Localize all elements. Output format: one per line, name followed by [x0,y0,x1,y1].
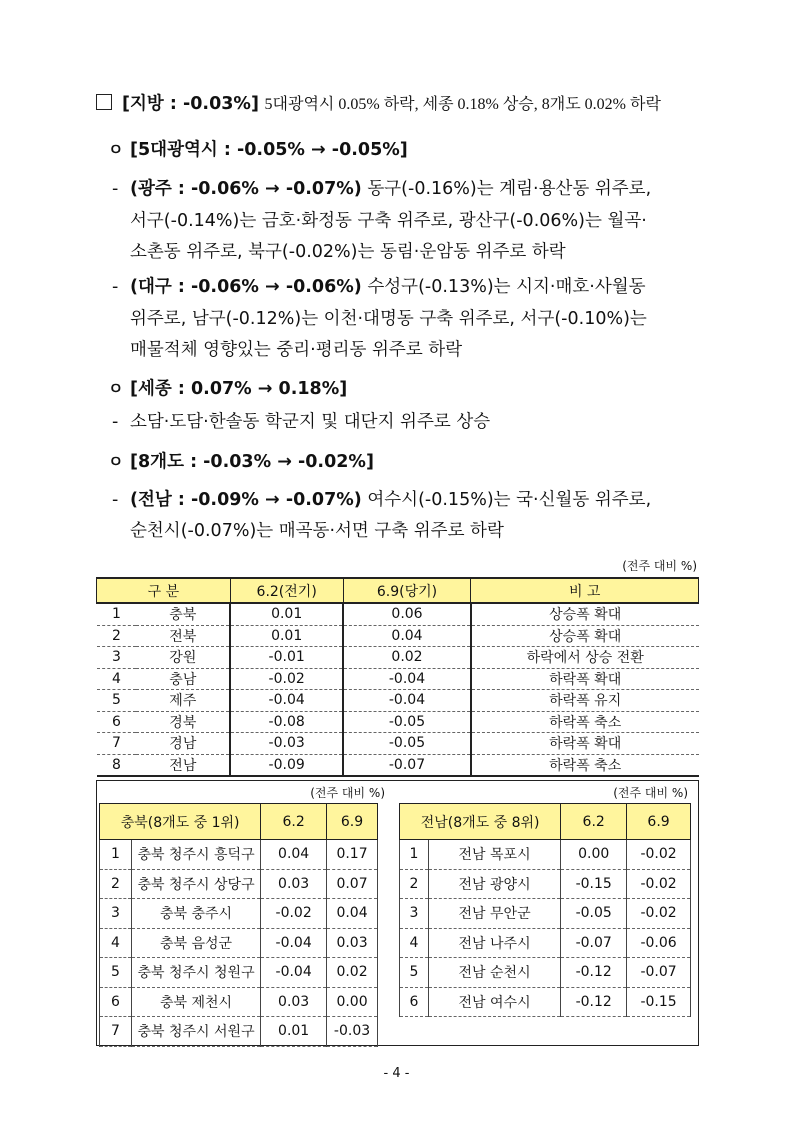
prev-value-cell: -0.04 [261,958,327,988]
heading-label: [지방 : -0.03%] [122,94,259,114]
table-row [100,958,378,988]
prev-value-cell: -0.02 [261,899,327,929]
chungbuk-header-curr: 6.9 [327,804,378,840]
jeonnam-table [399,803,691,1017]
region-name-cell: 전남 목포시 [428,840,560,870]
region-name-cell: 충북 청주시 상당구 [131,869,260,899]
region-name-cell: 충북 충주시 [131,899,260,929]
sejong-text: 소담·도담·한솔동 학군지 및 대단지 위주로 상승 [130,412,491,432]
chungbuk-table [99,803,378,1047]
table-row [97,668,699,690]
rank-cell: 5 [400,958,429,988]
dash-bullet-icon: - [112,412,119,432]
header-note: 비 고 [471,578,699,603]
rank-cell: 2 [97,625,137,647]
rank-cell: 1 [400,840,429,870]
jeonnam-header-prev: 6.2 [561,804,627,840]
region-name-cell: 충북 청주시 서원구 [131,1017,260,1047]
curr-value-cell: -0.02 [627,899,691,929]
curr-value-cell: -0.02 [627,840,691,870]
note-cell: 하락에서 상승 전환 [471,647,699,669]
curr-value-cell: -0.15 [627,987,691,1017]
daegu-text-1: 수성구(-0.13%)는 시지·매호·사월동 [367,277,646,297]
note-cell: 하락폭 확대 [471,668,699,690]
table-body [100,840,378,1047]
prev-value-cell: 0.01 [261,1017,327,1047]
note-cell: 상승폭 확대 [471,625,699,647]
note-cell: 하락폭 확대 [471,733,699,755]
prev-value-cell: 0.00 [561,840,627,870]
rank-cell: 1 [100,840,132,870]
jeonnam-header-curr: 6.9 [627,804,691,840]
table-row [100,928,378,958]
chungbuk-panel [99,781,393,1047]
circle-bullet-icon: ㅇ [108,140,124,159]
table-row [400,987,691,1017]
province-ranking-table [96,577,699,777]
metro-title: [5대광역시 : -0.05% → -0.05%] [130,140,408,160]
region-cell: 전북 [136,625,230,647]
curr-value-cell: -0.02 [627,869,691,899]
gwangju-line-1 [112,177,651,201]
provinces-title: [8개도 : -0.03% → -0.02%] [130,452,374,472]
curr-value-cell: -0.05 [343,711,471,733]
jeonnam-label: (전남 : -0.09% → -0.07%) [130,490,362,510]
region-name-cell: 충북 제천시 [131,987,260,1017]
curr-value-cell: -0.07 [627,958,691,988]
region-name-cell: 전남 광양시 [428,869,560,899]
gwangju-label: (광주 : -0.06% → -0.07%) [130,179,362,199]
region-name-cell: 전남 나주시 [428,928,560,958]
rank-cell: 6 [97,711,137,733]
prev-value-cell: -0.02 [230,668,343,690]
region-name-cell: 충북 청주시 흥덕구 [131,840,260,870]
sejong-line-1 [112,410,490,434]
dash-bullet-icon: - [112,277,119,297]
table-row [400,869,691,899]
prev-value-cell: -0.12 [561,987,627,1017]
prev-value-cell: 0.03 [261,869,327,899]
rank-cell: 3 [100,899,132,929]
curr-value-cell: 0.02 [343,647,471,669]
chungbuk-header-title: 충북(8개도 중 1위) [100,804,261,840]
region-cell: 강원 [136,647,230,669]
curr-value-cell: 0.17 [327,840,378,870]
table-row [100,869,378,899]
prev-value-cell: 0.01 [230,625,343,647]
region-cell: 전남 [136,754,230,776]
prev-value-cell: -0.07 [561,928,627,958]
rank-cell: 3 [400,899,429,929]
curr-value-cell: 0.02 [327,958,378,988]
prev-value-cell: -0.03 [230,733,343,755]
prev-value-cell: 0.01 [230,603,343,625]
header-category: 구 분 [97,578,231,603]
region-cell: 경북 [136,711,230,733]
rank-cell: 1 [97,603,137,625]
prev-value-cell: -0.01 [230,647,343,669]
curr-value-cell: 0.06 [343,603,471,625]
main-table-unit: (전주 대비 %) [622,559,697,573]
daegu-label: (대구 : -0.06% → -0.06%) [130,277,362,297]
curr-value-cell: 0.04 [327,899,378,929]
prev-value-cell: 0.03 [261,987,327,1017]
table-row [100,987,378,1017]
section-heading [96,92,661,117]
table-row [97,754,699,776]
prev-value-cell: 0.04 [261,840,327,870]
curr-value-cell: -0.04 [343,690,471,712]
prev-value-cell: -0.09 [230,754,343,776]
daegu-line-1 [112,275,646,299]
table-header-row [97,578,699,603]
chungbuk-header-prev: 6.2 [261,804,327,840]
gwangju-line-3: 소촌동 위주로, 북구(-0.02%)는 동림·운암동 위주로 하락 [130,242,566,262]
rank-cell: 8 [97,754,137,776]
curr-value-cell: -0.06 [627,928,691,958]
jeonnam-header-title: 전남(8개도 중 8위) [400,804,561,840]
page-number: - 4 - [383,1066,410,1081]
table-row [97,625,699,647]
rank-cell: 7 [100,1017,132,1047]
prev-value-cell: -0.15 [561,869,627,899]
sejong-title: [세종 : 0.07% → 0.18%] [130,379,348,399]
note-cell: 하락폭 유지 [471,690,699,712]
table-row [97,647,699,669]
rank-cell: 7 [97,733,137,755]
rank-cell: 4 [100,928,132,958]
detail-tables-box [96,780,699,1046]
note-cell: 하락폭 축소 [471,711,699,733]
prev-value-cell: -0.04 [261,928,327,958]
dash-bullet-icon: - [112,179,119,199]
header-prev: 6.2(전기) [230,578,343,603]
table-body [97,603,699,776]
table-row [400,899,691,929]
region-name-cell: 전남 순천시 [428,958,560,988]
table-row [400,840,691,870]
table-row [100,840,378,870]
rank-cell: 6 [100,987,132,1017]
chungbuk-unit: (전주 대비 %) [310,786,385,800]
rank-cell: 3 [97,647,137,669]
region-cell: 충남 [136,668,230,690]
table-row [400,958,691,988]
curr-value-cell: 0.03 [327,928,378,958]
table-header-row [100,804,378,840]
curr-value-cell: -0.05 [343,733,471,755]
table-row [100,1017,378,1047]
table-row [97,603,699,625]
jeonnam-text-1: 여수시(-0.15%)는 국·신월동 위주로, [367,490,652,510]
dash-bullet-icon: - [112,490,119,510]
jeonnam-line-1 [112,488,651,512]
rank-cell: 4 [97,668,137,690]
sejong-title-line [108,377,347,401]
checkbox-square-icon [96,94,112,110]
region-cell: 경남 [136,733,230,755]
rank-cell: 2 [100,869,132,899]
note-cell: 상승폭 확대 [471,603,699,625]
table-header-row [400,804,691,840]
rank-cell: 5 [100,958,132,988]
rank-cell: 4 [400,928,429,958]
curr-value-cell: 0.04 [343,625,471,647]
region-cell: 충북 [136,603,230,625]
curr-value-cell: -0.04 [343,668,471,690]
jeonnam-line-2: 순천시(-0.07%)는 매곡동·서면 구축 위주로 하락 [130,521,504,541]
jeonnam-unit: (전주 대비 %) [613,786,688,800]
region-name-cell: 충북 청주시 청원구 [131,958,260,988]
region-name-cell: 충북 음성군 [131,928,260,958]
curr-value-cell: 0.07 [327,869,378,899]
rank-cell: 6 [400,987,429,1017]
gwangju-line-2: 서구(-0.14%)는 금호·화정동 구축 위주로, 광산구(-0.06%)는 월곡· [130,211,647,231]
metro-title-line [108,138,408,162]
prev-value-cell: -0.08 [230,711,343,733]
region-name-cell: 전남 여수시 [428,987,560,1017]
curr-value-cell: -0.03 [327,1017,378,1047]
circle-bullet-icon: ㅇ [108,379,124,398]
provinces-title-line [108,450,374,474]
rank-cell: 5 [97,690,137,712]
region-name-cell: 전남 무안군 [428,899,560,929]
table-row [97,711,699,733]
jeonnam-panel [399,781,696,1017]
rank-cell: 2 [400,869,429,899]
table-row [97,690,699,712]
curr-value-cell: 0.00 [327,987,378,1017]
curr-value-cell: -0.07 [343,754,471,776]
daegu-line-3: 매물적체 영향있는 중리·평리동 위주로 하락 [130,340,463,360]
prev-value-cell: -0.04 [230,690,343,712]
daegu-line-2: 위주로, 남구(-0.12%)는 이천·대명동 구축 위주로, 서구(-0.10%)는 [130,309,647,329]
prev-value-cell: -0.12 [561,958,627,988]
heading-text: 5대광역시 0.05% 하락, 세종 0.18% 상승, 8개도 0.02% 하락 [264,96,661,113]
table-row [97,733,699,755]
table-body [400,840,691,1017]
table-row [100,899,378,929]
table-row [400,928,691,958]
region-cell: 제주 [136,690,230,712]
gwangju-text-1: 동구(-0.16%)는 계림·용산동 위주로, [367,179,652,199]
circle-bullet-icon: ㅇ [108,452,124,471]
prev-value-cell: -0.05 [561,899,627,929]
note-cell: 하락폭 축소 [471,754,699,776]
header-curr: 6.9(당기) [343,578,471,603]
